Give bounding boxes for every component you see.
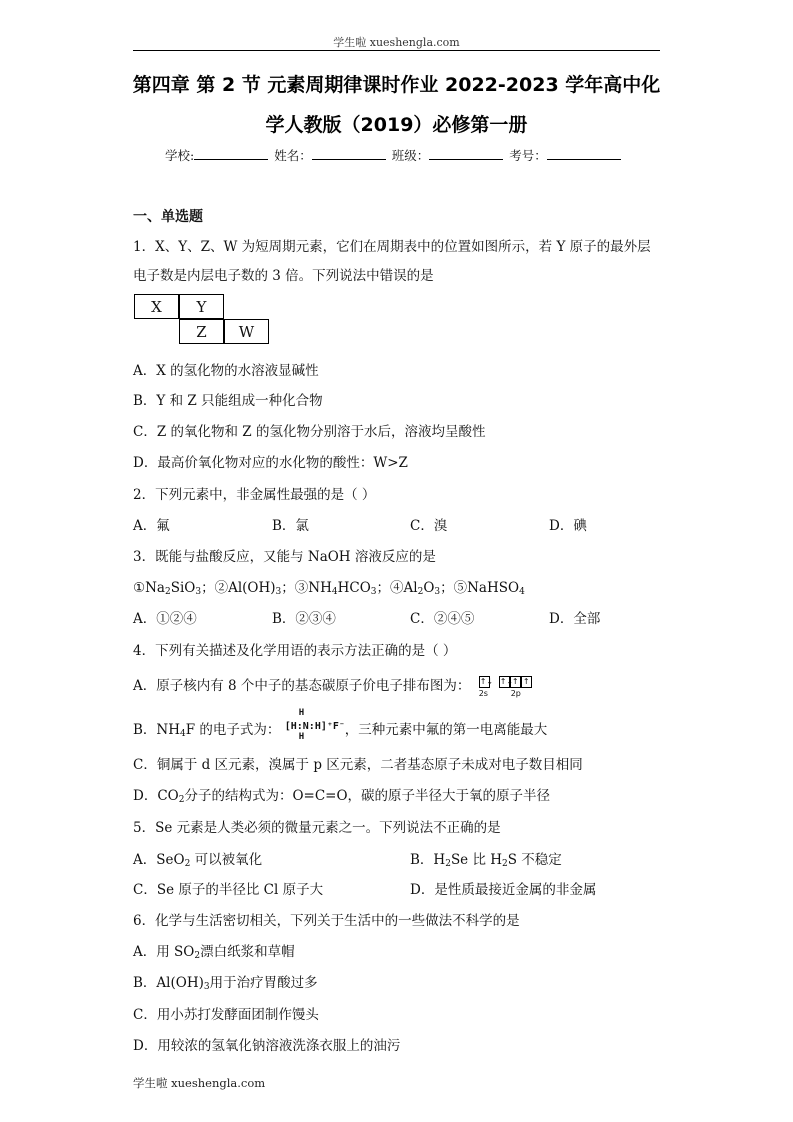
q5-option-a[interactable]: A．SeO$_2$ 可以被氧化 [133, 852, 263, 869]
q4-option-a[interactable]: A．原子核内有 8 个中子的基态碳原子价电子排布图为： ↑↓ ↑↓ ↑ ↑ 2s 2p [133, 674, 551, 694]
class-label: 班级： [391, 148, 430, 163]
page-header: 学生啦 xueshengla.com [333, 36, 460, 49]
q1-option-a[interactable]: A．X 的氢化物的水溶液显碱性 [133, 363, 319, 379]
orbital-2p-box-2: ↑ [510, 676, 521, 688]
q2-option-d[interactable]: D．碘 [549, 518, 587, 534]
q6-option-b[interactable]: B．$Al(OH)_3$用于治疗胃酸过多 [133, 975, 318, 992]
page-footer: 学生啦 xueshengla.com [133, 1076, 266, 1090]
q4-stem: 4．下列有关描述及化学用语的表示方法正确的是（ ） [133, 643, 457, 659]
q2-option-a[interactable]: A．氟 [133, 518, 170, 534]
q4-option-b[interactable]: B．$NH_4F$ 的电子式为： H [H:N:H]⁺F⁻ H ，三种元素中氟的第一电离能最大 [133, 708, 548, 742]
q6-option-d[interactable]: D．用较浓的氢氧化钠溶液洗涤衣服上的油污 [133, 1038, 401, 1054]
q3-option-c[interactable]: C．②④⑤ [410, 611, 475, 627]
q3-option-d[interactable]: D．全部 [549, 611, 601, 627]
q2-option-b[interactable]: B．氯 [272, 518, 309, 534]
page-title-line1: 第四章 第 2 节 元素周期律课时作业 2022-2023 学年高中化 [132, 74, 661, 96]
class-field[interactable] [429, 147, 503, 160]
q2-stem: 2．下列元素中，非金属性最强的是（ ） [133, 487, 376, 503]
name-label: 姓名： [274, 148, 312, 163]
q3-option-b[interactable]: B．②③④ [272, 611, 336, 627]
q3-stem: 3．既能与盐酸反应，又能与 NaOH 溶液反应的是 [133, 549, 436, 565]
q1-stem-line2: 电子数是内层电子数的 3 倍。下列说法中错误的是 [133, 268, 434, 284]
number-label: 考号： [509, 148, 547, 163]
name-field[interactable] [312, 147, 386, 160]
orbital-diagram: ↑↓ ↑↓ ↑ ↑ 2s 2p [475, 676, 551, 694]
q2-option-c[interactable]: C．溴 [410, 518, 448, 534]
cell-w: W [224, 319, 269, 344]
q4-option-c[interactable]: C．铜属于 d 区元素，溴属于 p 区元素，二者基态原子未成对电子数目相同 [133, 757, 583, 773]
section-heading: 一、单选题 [133, 209, 203, 225]
orbital-2s-box: ↑↓ [479, 677, 494, 686]
q5-option-c[interactable]: C．Se 原子的半径比 Cl 原子大 [133, 882, 324, 898]
school-field[interactable] [194, 147, 268, 160]
school-label: 学校: [165, 148, 195, 163]
cell-z: Z [179, 319, 224, 344]
cell-y: Y [179, 294, 224, 319]
header-divider [133, 50, 660, 51]
q3-items: $①Na_2SiO_3$；$②Al(OH)_3$；$③NH_4HCO_3$；$④Al_2O_3$；⑤NaHSO$_4$ [133, 580, 525, 597]
orbital-2p-box-3: ↑ [521, 676, 532, 688]
electron-formula: H [H:N:H]⁺F⁻ H [284, 708, 345, 742]
q1-option-b[interactable]: B．Y 和 Z 只能组成一种化合物 [133, 393, 323, 409]
q5-stem: 5．Se 元素是人类必须的微量元素之一。下列说法不正确的是 [133, 820, 501, 836]
q1-stem-line1: 1．X、Y、Z、W 为短周期元素，它们在周期表中的位置如图所示，若 Y 原子的最外层 [133, 239, 651, 255]
q4-option-d[interactable]: D．$CO_2$分子的结构式为：O=C=O，碳的原子半径大于氧的原子半径 [133, 788, 551, 805]
q6-option-c[interactable]: C．用小苏打发酵面团制作馒头 [133, 1007, 319, 1023]
cell-x: X [134, 294, 179, 319]
q1-option-d[interactable]: D．最高价氧化物对应的水化物的酸性：W>Z [133, 455, 408, 471]
q5-option-d[interactable]: D．是性质最接近金属的非金属 [410, 882, 597, 898]
page-title-line2: 学人教版（2019）必修第一册 [265, 114, 528, 136]
q3-option-a[interactable]: A．①②④ [133, 611, 197, 627]
q1-option-c[interactable]: C．Z 的氧化物和 Z 的氢化物分别溶于水后，溶液均呈酸性 [133, 424, 486, 440]
orbital-2p-box-1: ↑↓ [499, 677, 514, 686]
number-field[interactable] [547, 147, 621, 160]
q6-stem: 6．化学与生活密切相关，下列关于生活中的一些做法不科学的是 [133, 913, 520, 929]
q6-option-a[interactable]: A．用 $SO_2$漂白纸浆和草帽 [133, 944, 295, 961]
student-info [165, 146, 623, 164]
q5-option-b[interactable]: B．$H_2Se$ 比 $H_2S$ 不稳定 [410, 852, 562, 869]
